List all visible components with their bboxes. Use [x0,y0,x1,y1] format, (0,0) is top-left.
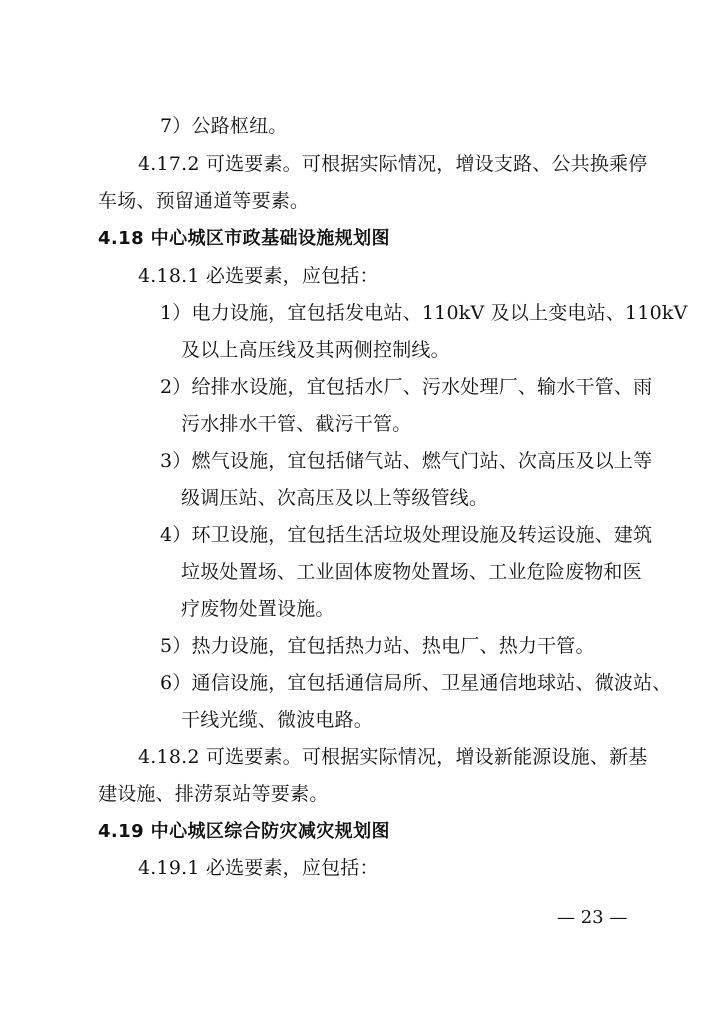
list-item-road-hub: 7）公路枢纽。 [160,115,288,137]
list-item-sanitation-line-1: 4）环卫设施，宜包括生活垃圾处理设施及转运设施、建筑 [160,524,653,546]
list-item-heat: 5）热力设施，宜包括热力站、热电厂、热力干管。 [160,635,595,657]
paragraph-4-17-2-line-2: 车场、预留通道等要素。 [98,190,310,212]
page-number: — 23 — [557,907,628,928]
section-heading-4-18: 4.18 中心城区市政基础设施规划图 [98,228,390,249]
paragraph-4-18-2-line-2: 建设施、排涝泵站等要素。 [98,783,329,805]
paragraph-4-18-2-line-1: 4.18.2 可选要素。可根据实际情况，增设新能源设施、新基 [138,746,648,768]
list-item-gas-line-2: 级调压站、次高压及以上等级管线。 [181,487,489,509]
list-item-communication-line-2: 干线光缆、微波电路。 [181,709,374,731]
list-item-sanitation-line-2: 垃圾处置场、工业固体废物处置场、工业危险废物和医 [181,561,642,583]
subsection-4-18-1: 4.18.1 必选要素，应包括： [138,265,379,287]
list-item-gas-line-1: 3）燃气设施，宜包括储气站、燃气门站、次高压及以上等 [160,450,653,472]
list-item-sanitation-line-3: 疗废物处置设施。 [181,598,335,620]
paragraph-4-17-2-line-1: 4.17.2 可选要素。可根据实际情况，增设支路、公共换乘停 [138,153,648,175]
section-heading-4-19: 4.19 中心城区综合防灾减灾规划图 [98,821,390,842]
list-item-power-line-2: 及以上高压线及其两侧控制线。 [181,339,450,361]
list-item-water-line-1: 2）给排水设施，宜包括水厂、污水处理厂、输水干管、雨 [160,376,653,398]
list-item-water-line-2: 污水排水干管、截污干管。 [181,413,412,435]
list-item-communication-line-1: 6）通信设施，宜包括通信局所、卫星通信地球站、微波站、 [160,672,672,694]
list-item-power-line-1: 1）电力设施，宜包括发电站、110kV 及以上变电站、110kV [160,302,688,324]
subsection-4-19-1: 4.19.1 必选要素，应包括： [138,857,379,879]
